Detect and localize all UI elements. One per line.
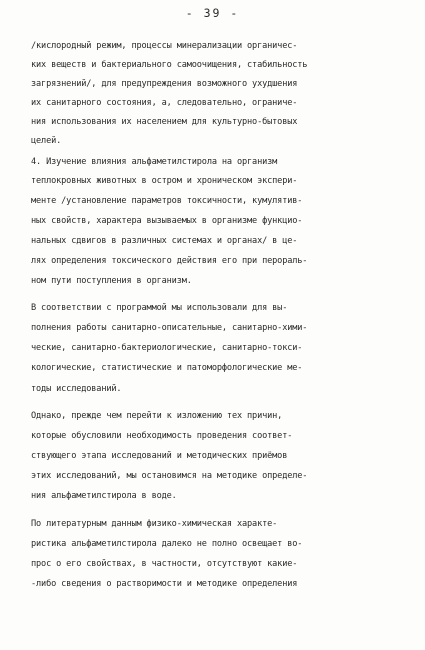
text-line: ствующего этапа исследований и методических приёмов: [31, 451, 288, 461]
text-line: ких веществ и бактериального самоочищения, стабильность: [31, 60, 308, 70]
text-line: которые обусловили необходимость проведения соответ-: [31, 431, 293, 441]
text-line: ном пути поступления в организм.: [31, 276, 192, 286]
text-line: полнения работы санитарно-описательные, санитарно-хими-: [31, 323, 308, 333]
text-line: теплокровных животных в остром и хроническом экспери-: [31, 176, 298, 186]
text-line: -либо сведения о растворимости и методике определения: [31, 579, 298, 589]
text-line: По литературным данным физико-химическая характе-: [31, 519, 278, 529]
text-line: тоды исследований.: [31, 384, 122, 394]
text-line: ристика альфаметилстирола далеко не полно освещает во-: [31, 539, 303, 549]
text-line: этих исследований, мы остановимся на методике определе-: [31, 471, 308, 481]
text-line: Однако, прежде чем перейти к изложению тех причин,: [31, 411, 283, 421]
text-line: /кислородный режим, процессы минерализации органичес-: [31, 41, 298, 51]
text-line: загрязнений/, для предупреждения возможного ухудшения: [31, 79, 298, 89]
text-line: В соответствии с программой мы использовали для вы-: [31, 303, 288, 313]
text-line: ных свойств, характера вызываемых в организме функцио-: [31, 216, 303, 226]
text-line: менте /установление параметров токсичности, кумулятив-: [31, 196, 303, 206]
text-line: лях определения токсического действия его при перораль-: [31, 256, 308, 266]
text-line: их санитарного состояния, а, следовательно, ограниче-: [31, 98, 298, 108]
text-line: ния альфаметилстирола в воде.: [31, 491, 177, 501]
page-number: - 39 -: [185, 6, 240, 20]
text-line: целей.: [31, 136, 62, 146]
text-line: прос о его свойствах, в частности, отсутствуют какие-: [31, 559, 298, 569]
text-line: нальных сдвигов в различных системах и органах/ в це-: [31, 236, 298, 246]
text-line: кологические, статистические и патоморфологические ме-: [31, 363, 303, 373]
text-line: 4. Изучение влияния альфаметилстирола на организм: [31, 157, 278, 167]
text-line: ния использования их населением для культурно-бытовых: [31, 117, 298, 127]
text-line: ческие, санитарно-бактериологические, санитарно-токси-: [31, 343, 303, 353]
